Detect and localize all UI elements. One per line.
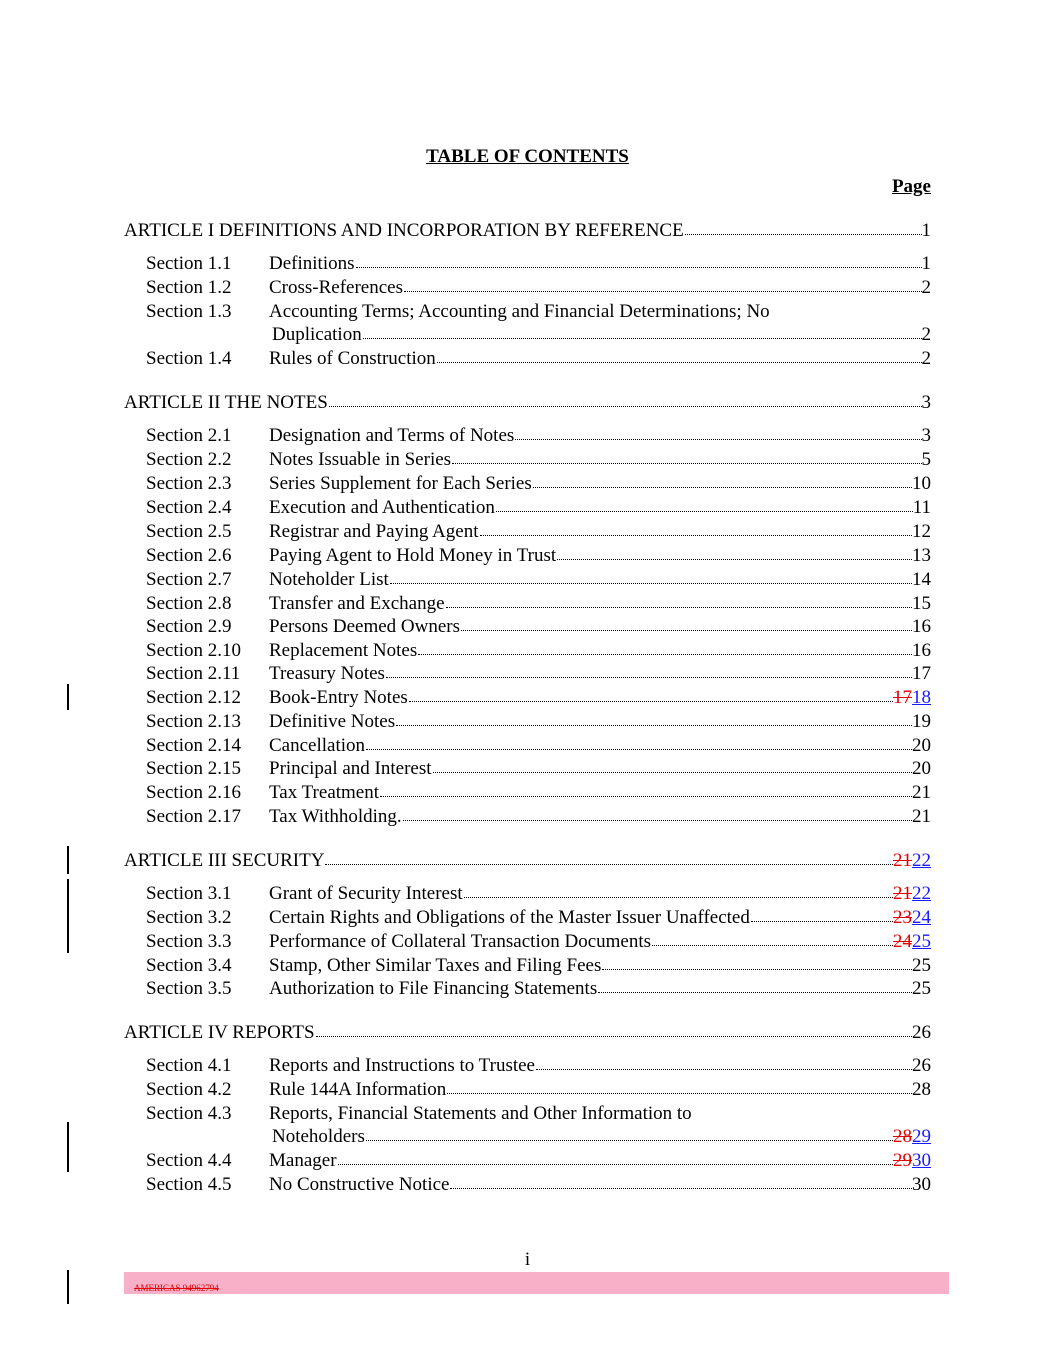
page-number-value: 5: [921, 449, 931, 470]
deleted-page-ref: 23: [893, 907, 912, 928]
page-ref: [893, 883, 931, 905]
inserted-page-ref: 29: [912, 1126, 931, 1147]
section-number: Section 2.11: [146, 663, 241, 684]
page-ref: [912, 735, 931, 757]
page-ref: [912, 758, 931, 780]
inserted-page-ref: 18: [912, 687, 931, 708]
dot-leader: [533, 473, 912, 488]
toc-section-entry[interactable]: [146, 663, 931, 685]
toc-section-entry[interactable]: [146, 521, 931, 543]
toc-section-entry[interactable]: [146, 425, 931, 447]
section-title: Notes Issuable in Series: [269, 449, 452, 470]
page-ref: [893, 850, 931, 872]
dot-leader: [363, 324, 922, 339]
inserted-page-ref: 25: [912, 931, 931, 952]
toc-article-entry[interactable]: [124, 220, 931, 242]
dot-leader: [450, 1174, 912, 1189]
section-number: Section 4.2: [146, 1079, 232, 1100]
dot-leader: [418, 640, 912, 655]
section-number: Section 4.5: [146, 1174, 232, 1195]
deleted-page-ref: 28: [893, 1126, 912, 1147]
page-number-value: 30: [912, 1174, 931, 1195]
page-number-value: 20: [912, 758, 931, 779]
section-number: Section 4.1: [146, 1055, 232, 1076]
section-title-line1: Accounting Terms; Accounting and Financial Determinations; No: [269, 301, 770, 322]
section-title: Replacement Notes: [269, 640, 418, 661]
section-title: Series Supplement for Each Series: [269, 473, 532, 494]
dot-leader: [325, 850, 893, 865]
revision-bar: [67, 846, 69, 874]
page-ref: [912, 569, 931, 591]
page-number: i: [524, 1249, 531, 1270]
dot-leader: [602, 955, 912, 970]
section-title: No Constructive Notice: [269, 1174, 450, 1195]
dot-leader: [396, 711, 912, 726]
section-number: Section 1.2: [146, 277, 232, 298]
dot-leader: [464, 883, 893, 898]
section-title: Noteholder List: [269, 569, 389, 590]
section-number: Section 4.4: [146, 1150, 232, 1171]
page-column-header: Page: [891, 176, 931, 197]
section-title: Persons Deemed Owners: [269, 616, 461, 637]
section-title: Paying Agent to Hold Money in Trust: [269, 545, 557, 566]
page-number-value: 16: [912, 640, 931, 661]
section-number: Section 2.13: [146, 711, 241, 732]
toc-section-entry[interactable]: [146, 616, 931, 638]
page-ref: [922, 277, 932, 299]
page-ref: [912, 473, 931, 495]
page-ref: [912, 640, 931, 662]
toc-section-entry[interactable]: [146, 545, 931, 567]
revision-bar: [67, 879, 69, 953]
toc-section-entry[interactable]: [146, 711, 931, 733]
toc-section-entry[interactable]: [146, 253, 931, 275]
dot-leader: [356, 253, 922, 268]
dot-leader: [316, 1022, 912, 1037]
section-title: Execution and Authentication: [269, 497, 495, 518]
doc-id: AMERICAS 94962794: [134, 1283, 219, 1293]
page-number-value: 15: [912, 593, 931, 614]
article-title: ARTICLE IV REPORTS: [124, 1022, 315, 1043]
toc-section-entry[interactable]: [146, 955, 931, 977]
page-ref: [912, 978, 931, 1000]
toc-section-entry[interactable]: [146, 593, 931, 615]
toc-section-entry[interactable]: [146, 1055, 931, 1077]
toc-section-entry[interactable]: [146, 1150, 931, 1172]
toc-section-entry[interactable]: [146, 735, 931, 757]
page-number-value: 11: [912, 497, 931, 518]
page-ref: [912, 1022, 931, 1044]
section-title: Authorization to File Financing Statements: [269, 978, 598, 999]
toc-section-entry[interactable]: [146, 348, 931, 370]
section-number: Section 2.16: [146, 782, 241, 803]
section-title: Transfer and Exchange: [269, 593, 445, 614]
section-title: Stamp, Other Similar Taxes and Filing Fees: [269, 955, 602, 976]
page-ref: [922, 324, 932, 346]
toc-section-entry[interactable]: [146, 1174, 931, 1196]
dot-leader: [437, 348, 922, 363]
article-title: ARTICLE I DEFINITIONS AND INCORPORATION BY REFERENCE: [124, 220, 684, 241]
toc-section-entry[interactable]: [146, 758, 931, 780]
section-number: Section 3.2: [146, 907, 232, 928]
page-ref: [893, 907, 931, 929]
deleted-page-ref: 29: [893, 1150, 912, 1171]
page-ref: [912, 782, 931, 804]
dot-leader: [515, 425, 921, 440]
toc-article-entry[interactable]: [124, 1022, 931, 1044]
page-ref: [912, 616, 931, 638]
section-number: Section 1.1: [146, 253, 232, 274]
dot-leader: [598, 978, 912, 993]
section-number: Section 2.1: [146, 425, 232, 446]
section-title: Tax Withholding.: [269, 806, 402, 827]
toc-section-entry[interactable]: [146, 931, 931, 953]
page-number-value: 13: [912, 545, 931, 566]
section-number: Section 2.2: [146, 449, 232, 470]
revision-bar: [67, 1122, 69, 1172]
page-ref: [913, 497, 931, 519]
section-title: Rules of Construction: [269, 348, 436, 369]
dot-leader: [452, 449, 921, 464]
toc-section-entry[interactable]: [146, 640, 931, 662]
dot-leader: [536, 1055, 912, 1070]
page-number-value: 20: [912, 735, 931, 756]
deleted-page-ref: 21: [893, 883, 912, 904]
page-ref: [893, 687, 931, 709]
toc-title: TABLE OF CONTENTS: [426, 146, 629, 167]
page-ref: [912, 1174, 931, 1196]
toc-section-entry[interactable]: [146, 883, 931, 905]
page-ref: [912, 1055, 931, 1077]
section-title: Cross-References: [269, 277, 404, 298]
page-number-value: 12: [912, 521, 931, 542]
section-number: Section 2.14: [146, 735, 241, 756]
section-number: Section 2.17: [146, 806, 241, 827]
page-number-value: 1: [921, 253, 931, 274]
section-title: Definitive Notes: [269, 711, 396, 732]
page-number-value: 19: [912, 711, 931, 732]
toc-section-entry[interactable]: [146, 277, 931, 299]
page-ref: [922, 253, 932, 275]
page-number-value: 2: [921, 348, 931, 369]
section-number: Section 3.4: [146, 955, 232, 976]
dot-leader: [390, 569, 912, 584]
page-ref: [912, 545, 931, 567]
dot-leader: [652, 931, 893, 946]
page-ref: [912, 806, 931, 828]
page-ref: [922, 425, 932, 447]
inserted-page-ref: 30: [912, 1150, 931, 1171]
page-number-value: 26: [912, 1022, 931, 1043]
section-title: Registrar and Paying Agent: [269, 521, 479, 542]
page-number-value: 10: [912, 473, 931, 494]
dot-leader: [480, 521, 913, 536]
revision-bar: [67, 684, 69, 710]
page-ref: [922, 220, 932, 242]
page-number-value: 26: [912, 1055, 931, 1076]
toc-section-entry[interactable]: [146, 1079, 931, 1101]
section-title: Reports and Instructions to Trustee: [269, 1055, 535, 1076]
section-number: Section 2.15: [146, 758, 241, 779]
dot-leader: [446, 593, 912, 608]
toc-section-entry[interactable]: [146, 473, 931, 495]
toc-section-entry[interactable]: [146, 497, 931, 519]
dot-leader: [433, 758, 912, 773]
toc-section-entry[interactable]: [146, 782, 931, 804]
toc-article-entry[interactable]: [124, 850, 931, 872]
section-title: Certain Rights and Obligations of the Master Issuer Unaffected: [269, 907, 750, 928]
page-number-value: 2: [921, 277, 931, 298]
section-number: Section 2.8: [146, 593, 232, 614]
page-number-value: 25: [912, 978, 931, 999]
page-number-value: 28: [912, 1079, 931, 1100]
section-number: Section 1.3: [146, 301, 232, 322]
section-number: Section 2.5: [146, 521, 232, 542]
page-ref: [912, 663, 931, 685]
section-title: Grant of Security Interest: [269, 883, 463, 904]
dot-leader: [496, 497, 913, 512]
toc-section-entry[interactable]: [146, 907, 931, 929]
page-number-value: 3: [921, 425, 931, 446]
section-title: Manager: [269, 1150, 337, 1171]
toc-section-entry[interactable]: [146, 449, 931, 471]
dot-leader: [366, 735, 912, 750]
page-ref: [912, 593, 931, 615]
section-title: Book-Entry Notes: [269, 687, 408, 708]
toc-section-entry[interactable]: [146, 978, 931, 1000]
dot-leader: [366, 1126, 893, 1141]
toc-section-entry[interactable]: [146, 687, 931, 709]
toc-section-entry[interactable]: [146, 569, 931, 591]
section-title-line1: Reports, Financial Statements and Other Information to: [269, 1103, 692, 1124]
page-number-value: 17: [912, 663, 931, 684]
page-ref: [893, 1126, 931, 1148]
page-ref: [912, 955, 931, 977]
toc-section-entry[interactable]: [146, 806, 931, 828]
page-ref: [912, 521, 931, 543]
section-number: Section 2.10: [146, 640, 241, 661]
inserted-page-ref: 24: [912, 907, 931, 928]
article-title: ARTICLE III SECURITY: [124, 850, 325, 871]
toc-section-entry[interactable]: [272, 324, 931, 346]
page-ref: [912, 711, 931, 733]
section-number: Section 2.9: [146, 616, 232, 637]
page-number-value: 2: [921, 324, 931, 345]
section-title: Rule 144A Information: [269, 1079, 447, 1100]
section-number: Section 2.7: [146, 569, 232, 590]
section-title: Treasury Notes: [269, 663, 385, 684]
inserted-page-ref: 22: [912, 883, 931, 904]
dot-leader: [751, 907, 893, 922]
toc-article-entry[interactable]: [124, 392, 931, 414]
section-number: Section 3.5: [146, 978, 232, 999]
section-title: Principal and Interest: [269, 758, 432, 779]
article-title: ARTICLE II THE NOTES: [124, 392, 328, 413]
section-title: Designation and Terms of Notes: [269, 425, 515, 446]
inserted-page-ref: 22: [912, 850, 931, 871]
section-number: Section 2.3: [146, 473, 232, 494]
section-number: Section 2.12: [146, 687, 241, 708]
section-title-line2: Duplication: [272, 324, 362, 345]
dot-leader: [403, 806, 912, 821]
deleted-page-ref: 24: [893, 931, 912, 952]
page-ref: [922, 392, 932, 414]
page-number-value: 1: [921, 220, 931, 241]
dot-leader: [557, 545, 912, 560]
page-number-value: 21: [912, 806, 931, 827]
section-number: Section 3.3: [146, 931, 232, 952]
dot-leader: [386, 663, 912, 678]
page-ref: [912, 1079, 931, 1101]
revision-bar: [67, 1270, 69, 1304]
section-number: Section 4.3: [146, 1103, 232, 1124]
section-title: Cancellation: [269, 735, 366, 756]
section-title: Definitions: [269, 253, 355, 274]
page-ref: [893, 931, 931, 953]
section-number: Section 1.4: [146, 348, 232, 369]
dot-leader: [329, 392, 922, 407]
dot-leader: [380, 782, 912, 797]
page-ref: [922, 348, 932, 370]
page-number-value: 21: [912, 782, 931, 803]
dot-leader: [461, 616, 912, 631]
doc-id-band: [124, 1272, 949, 1294]
page-number-value: 25: [912, 955, 931, 976]
page-number-value: 16: [912, 616, 931, 637]
page-number-value: 3: [921, 392, 931, 413]
deleted-page-ref: 17: [893, 687, 912, 708]
deleted-page-ref: 21: [893, 850, 912, 871]
page-number-value: 14: [912, 569, 931, 590]
dot-leader: [447, 1079, 912, 1094]
section-title-line2: Noteholders: [272, 1126, 365, 1147]
page-ref: [893, 1150, 931, 1172]
section-number: Section 2.6: [146, 545, 232, 566]
dot-leader: [409, 687, 893, 702]
dot-leader: [338, 1150, 893, 1165]
section-title: Performance of Collateral Transaction Documents: [269, 931, 652, 952]
dot-leader: [404, 277, 921, 292]
section-number: Section 3.1: [146, 883, 232, 904]
dot-leader: [685, 220, 922, 235]
toc-section-entry[interactable]: [272, 1126, 931, 1148]
page-ref: [922, 449, 932, 471]
section-title: Tax Treatment: [269, 782, 380, 803]
section-number: Section 2.4: [146, 497, 232, 518]
